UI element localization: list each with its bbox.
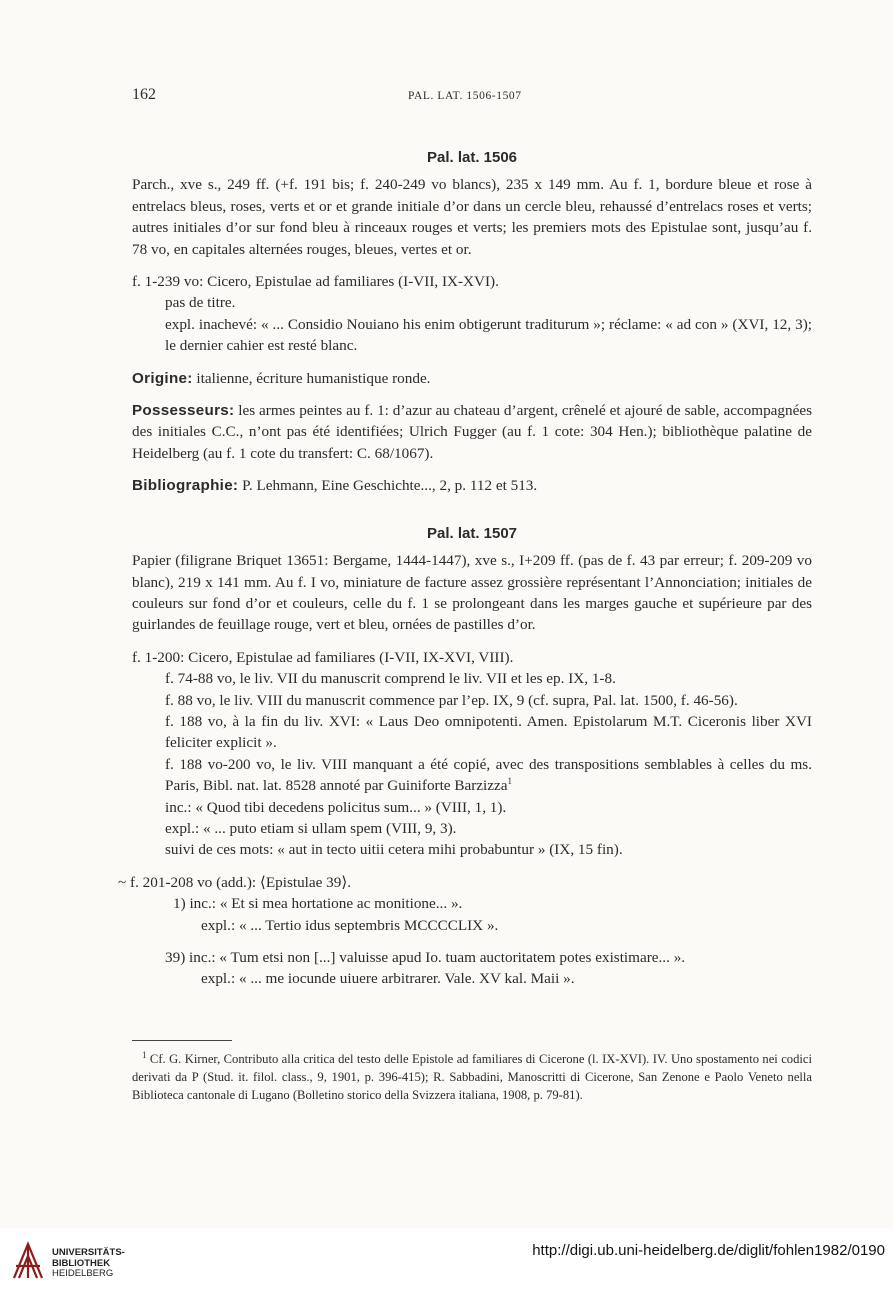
addition-line: ~ f. 201-208 vo (add.): ⟨Epistulae 39⟩. — [118, 873, 352, 891]
footer-bar — [0, 1228, 893, 1293]
item-39-expl: expl.: « ... me iocunde uiuere arbitrarer. Vale. XV kal. Maii ». — [201, 970, 575, 988]
logo-text — [52, 1248, 125, 1280]
contents-1506-line1: f. 1-239 vo: Cicero, Epistulae ad familiares (I-VII, IX-XVI). — [132, 273, 499, 291]
item-1-expl: expl.: « ... Tertio idus septembris MCCCCLIX ». — [201, 916, 499, 934]
permalink-url[interactable]: http://digi.ub.uni-heidelberg.de/diglit/fohlen1982/0190 — [532, 1242, 885, 1259]
logo-line-3: HEIDELBERG — [52, 1268, 114, 1279]
entry-heading-1506: Pal. lat. 1506 — [426, 149, 518, 166]
description-1506: Parch., xve s., 249 ff. (+f. 191 bis; f. 240-249 vo blancs), 235 x 149 mm. Au f. 1, bordure bleue et rose à entrelacs bleus, roses, verts et or et grande initiale d’or dans un cercle bleu, rehaussé d’entrelacs roses et verts; autres initiales d’or sur fond bleu à rinceaux rouges et verts; les premiers mots des Epistulae sont, jusqu’au f. 78 vo, en capitales alternées rouges, bleues, vertes et or. — [132, 176, 812, 258]
footnote-1 — [132, 1051, 812, 1104]
footnote-number: 1 — [142, 1049, 147, 1060]
contents-1507-line1: f. 1-200: Cicero, Epistulae ad familiares (I-VII, IX-XVI, VIII). — [132, 648, 514, 666]
note-1507-5: inc.: « Quod tibi decedens policitus sum... » (VIII, 1, 1). — [165, 798, 507, 816]
body-text — [118, 147, 812, 990]
note-1507-6: expl.: « ... puto etiam si ullam spem (VIII, 9, 3). — [165, 819, 457, 837]
description-1507: Papier (filigrane Briquet 13651: Bergame, 1444-1447), xve s., I+209 ff. (pas de f. 43 par erreur; f. 209-209 vo blanc), 219 x 141 mm. Au f. I vo, miniature de facture assez grossière représentant l’Annonciation; initiales de couleurs sur fond d’or et couleurs, celle du f. 1 se prolongeant dans les marges gauche et supérieure par des guirlandes de feuillage rouge, vert et bleu, ornées de pastilles d’or. — [132, 552, 812, 634]
logo-line-1: UNIVERSITÄTS- — [52, 1247, 125, 1258]
university-library-logo[interactable] — [10, 1238, 160, 1284]
footnote-rule — [132, 1040, 232, 1041]
origine-text: italienne, écriture humanistique ronde. — [196, 369, 431, 387]
footnote-text: Cf. G. Kirner, Contributo alla critica del testo delle Epistole ad familiares di Cicerone (l. IX-XVI). IV. Uno spostamento nei codici derivati da P (Stud. it. filol. class., 9, 1901, p. 396-415); R. Sabbadini, Manoscritti di Cicerone, San Zenone e Paolo Veneto nella Biblioteca cantonale di Lugano (Bolletino storico della Svizzera italiana, 1908, p. 79-81). — [132, 1052, 812, 1102]
library-logo-icon — [10, 1238, 46, 1282]
logo-line-2: BIBLIOTHEK — [52, 1257, 111, 1269]
page-number: 162 — [132, 86, 156, 103]
note-1507-4 — [132, 754, 812, 797]
possesseurs-1506 — [132, 400, 812, 464]
note-1507-7: suivi de ces mots: « aut in tecto uitii cetera mihi probabuntur » (IX, 15 fin). — [165, 841, 623, 859]
possesseurs-label: Possesseurs: — [132, 402, 235, 420]
bibliographie-label: Bibliographie: — [132, 477, 239, 495]
origine-label: Origine: — [132, 369, 193, 387]
running-title: PAL. LAT. 1506-1507 — [408, 90, 522, 102]
note-1507-4-text: f. 188 vo-200 vo, le liv. VIII manquant a été copié, avec des transpositions semblables à celles du ms. Paris, Bibl. nat. lat. 8528 annoté par Guiniforte Barzizza — [165, 755, 812, 795]
footnote-ref: 1 — [507, 776, 512, 787]
entry-heading-1507: Pal. lat. 1507 — [426, 524, 518, 542]
item-1-inc: 1) inc.: « Et si mea hortatione ac monitione... ». — [173, 895, 463, 913]
note-1507-3: f. 188 vo, à la fin du liv. XVI: « Laus Deo omnipotenti. Amen. Epistolarum M.T. Ciceronis liber XVI feliciter explicit ». — [165, 712, 812, 752]
bibliographie-text: P. Lehmann, Eine Geschichte..., 2, p. 112 et 513. — [242, 477, 538, 495]
contents-1506-line3: expl. inachevé: « ... Considio Nouiano his enim obtigerunt traditurum »; réclame: « ad con » (XVI, 12, 3); le dernier cahier est resté blanc. — [165, 315, 812, 355]
footnotes — [132, 1040, 812, 1104]
item-39-inc: 39) inc.: « Tum etsi non [...] valuisse apud Io. tuam auctoritatem potes existimare... ». — [165, 949, 686, 966]
note-1507-1: f. 74-88 vo, le liv. VII du manuscrit comprend le liv. VII et les ep. IX, 1-8. — [165, 670, 616, 688]
origine-1506 — [132, 368, 812, 389]
possesseurs-text: les armes peintes au f. 1: d’azur au chateau d’argent, crênelé et ajouré de sable, accompagnées des initiales C.C., n’ont pas été identifiées; Ulrich Fugger (au f. 1 cote: 304 Hen.); bibliothèque palatine de Heidelberg (au f. 1 cote du transfert: C. 68/1067). — [132, 402, 812, 462]
contents-1506-line2: pas de titre. — [165, 294, 236, 312]
bibliographie-1506 — [132, 475, 812, 496]
note-1507-2: f. 88 vo, le liv. VIII du manuscrit commence par l’ep. IX, 9 (cf. supra, Pal. lat. 1500, f. 46-56). — [165, 691, 738, 709]
running-head — [132, 86, 812, 110]
